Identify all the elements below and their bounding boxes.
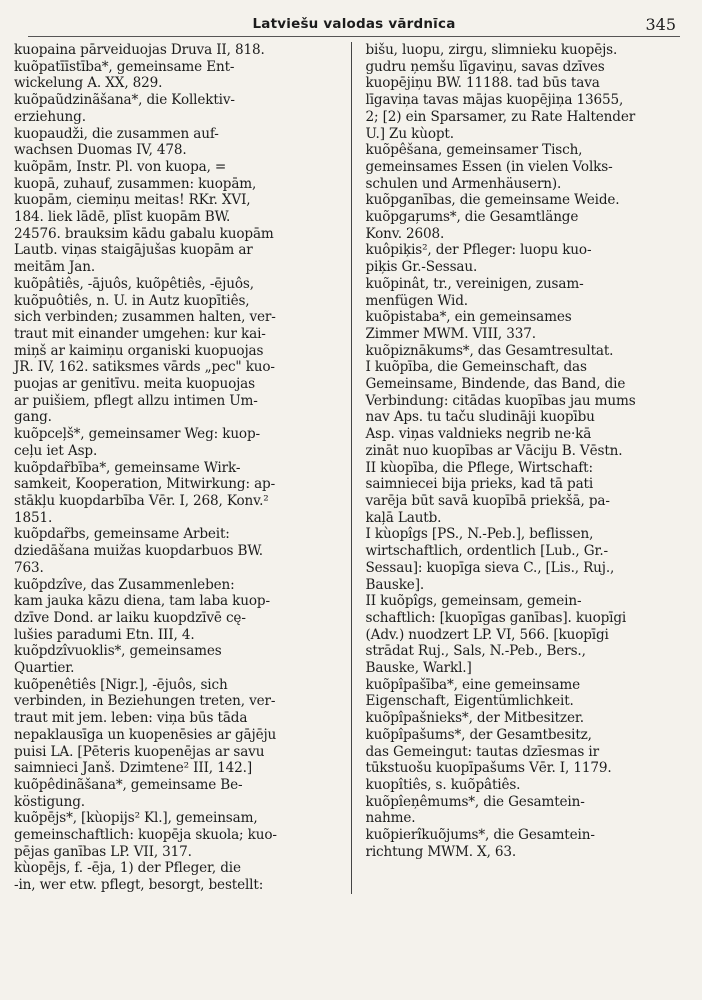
dictionary-line: saimnieci Janš. Dzimtene² III, 142.] [14,760,252,777]
dictionary-line: 1851. [14,509,53,526]
dictionary-line: nepaklausīga un kuopenēsies ar gājēju [14,726,277,743]
dictionary-line: 184. liek lādē, plīst kuopām BW. [14,209,231,226]
dictionary-line: kuopaina pārveiduojas Druva II, 818. [14,42,265,58]
dictionary-line: U.] Zu kùopt. [365,125,454,142]
dictionary-line: kuopējiņu BW. 11188. tad būs tava [365,75,600,92]
running-title: Latviešu valodas vārdnīca [252,16,456,32]
dictionary-line: I kuõpība, die Gemeinschaft, das [365,359,587,376]
dictionary-line: saimniecei bija prieks, kad tā pati [365,476,594,493]
dictionary-line: menfügen Wid. [365,292,468,309]
dictionary-line: gemeinsames Essen (in vielen Volks- [365,158,613,175]
dictionary-line: meitām Jan. [14,259,96,276]
dictionary-line: Verbindung: citādas kuopības jau mums [365,392,636,409]
dictionary-line: miņš ar kaimiņu organiski kuopuojas [14,342,264,359]
dictionary-line: kuõpîpašnieks*, der Mitbesitzer. [365,710,584,727]
page-header [28,14,680,37]
dictionary-line: strādat Ruj., Sals, N.-Peb., Bers., [365,643,586,660]
dictionary-line: varēja būt savā kuopībā priekšā, pa- [365,492,610,509]
dictionary-line: II kùopība, die Pflege, Wirtschaft: [365,459,593,476]
dictionary-line: lušies paradumi Etn. III, 4. [14,626,195,643]
dictionary-line: Lautb. viņas staigājušas kuopām ar [14,242,253,259]
dictionary-line: -in, wer etw. pflegt, besorgt, bestellt: [14,877,264,894]
dictionary-line: kuõpêšana, gemeinsamer Tisch, [365,142,583,159]
dictionary-line: erziehung. [14,108,86,125]
dictionary-line: nahme. [365,810,416,827]
dictionary-line: kuõpuôtiês, n. U. in Autz kuopītiês, [14,292,250,309]
dictionary-line: kuõpinât, tr., vereinigen, zusam- [365,275,584,292]
dictionary-line: traut mit jem. leben: viņa būs tāda [14,710,248,727]
dictionary-line: wirtschaftlich, ordentlich [Lub., Gr.- [365,543,608,560]
dictionary-line: 763. [14,559,44,576]
dictionary-line: kuõpatīīstība*, gemeinsame Ent- [14,58,235,75]
dictionary-line: kuõpenêtiês [Nigr.], -ējuôs, sich [14,676,228,693]
dictionary-line: stākļu kuopdarbība Vēr. I, 268, Konv.² [14,492,269,509]
dictionary-line: das Gemeingut: tautas dzīesmas ir [365,743,599,760]
dictionary-line: zināt nuo kuopības ar Vāciju B. Vēstn. [365,442,623,459]
dictionary-columns [14,42,694,894]
dictionary-line: Bauske]. [365,576,425,593]
dictionary-line: Zimmer MWM. VIII, 337. [365,325,536,342]
page-number: 345 [645,15,676,34]
dictionary-line: kuõpiznākums*, das Gesamtresultat. [365,342,614,359]
dictionary-line: puisi LA. [Pēteris kuopenējas ar savu [14,743,265,760]
dictionary-line: pējas ganības LP. VII, 317. [14,843,192,860]
dictionary-line: schaftlich: [kuopīgas ganības]. kuopīgi [365,609,627,626]
dictionary-line: Quartier. [14,660,75,677]
dictionary-line: kùopējs, f. -ēja, 1) der Pfleger, die [14,860,241,877]
dictionary-line: gemeinschaftlich: kuopēja skuola; kuo- [14,827,277,844]
dictionary-line: Gemeinsame, Bindende, das Band, die [365,376,626,393]
dictionary-line: Asp. viņas valdnieks negrib ne·kā [365,426,592,443]
dictionary-line: ceļu iet Asp. [14,442,98,459]
dictionary-line: kuõpîeņêmums*, die Gesamtein- [365,793,585,810]
dictionary-line: kaļā Lautb. [365,509,442,526]
dictionary-line: ar puišiem, pflegt allzu intimen Um- [14,392,258,409]
dictionary-line: kuopaudži, die zusammen auf- [14,125,219,142]
dictionary-line: kuõpdzîve, das Zusammenleben: [14,576,235,593]
dictionary-line: dziedāšana muižas kuopdarbuos BW. [14,543,263,560]
dictionary-line: kuopîtiês, s. kuõpâtiês. [365,776,521,793]
dictionary-line: verbinden, in Beziehungen treten, ver- [14,693,276,710]
dictionary-line: kuõpêdinãšana*, gemeinsame Be- [14,776,243,793]
dictionary-line: sich verbinden; zusammen halten, ver- [14,309,276,326]
dictionary-line: kuõpām, Instr. Pl. von kuopa, = [14,158,227,175]
dictionary-line: I kùopîgs [PS., N.-Peb.], beflissen, [365,526,594,543]
dictionary-line: schulen und Armenhäusern). [365,175,562,192]
dictionary-line: kuõpgaŗums*, die Gesamtlänge [365,209,579,226]
dictionary-line: nav Aps. tu taču sludināji kuopību [365,409,595,426]
dictionary-line: kuõpdzîvuoklis*, gemeinsames [14,643,222,660]
dictionary-line: Konv. 2608. [365,225,445,242]
dictionary-line: puojas ar genitīvu. meita kuopuojas [14,376,255,393]
dictionary-line: kuõpîpašums*, der Gesamtbesitz, [365,726,592,743]
dictionary-line: II kuõpîgs, gemeinsam, gemein- [365,593,582,610]
dictionary-line: kuõpierîkuõjums*, die Gesamtein- [365,827,595,844]
dictionary-line: wickelung A. XX, 829. [14,75,163,92]
dictionary-line: kuôpiķis², der Pfleger: luopu kuo- [365,242,592,259]
dictionary-line: gudru ņemšu līgaviņu, savas dzīves [365,58,605,75]
dictionary-line: richtung MWM. X, 63. [365,843,517,860]
dictionary-line: kuõpîpašība*, eine gemeinsame [365,676,581,693]
dictionary-line: kuõpganības, die gemeinsame Weide. [365,192,620,209]
dictionary-line: 24576. brauksim kādu gabalu kuopām [14,225,274,242]
dictionary-line: kuopām, ciemiņu meitas! RKr. XVI, [14,192,251,209]
dictionary-line: dzīve Dond. ar laiku kuopdzīvē cę- [14,609,246,626]
dictionary-line: Bauske, Warkl.] [365,660,472,677]
dictionary-line: Sessau]: kuopīga sieva C., [Lis., Ruj., [365,559,615,576]
right-column [351,42,695,894]
dictionary-line: kuõpâtiês, -ājuôs, kuõpêtiês, -ējuôs, [14,275,254,292]
dictionary-line: kuõpceļš*, gemeinsamer Weg: kuop- [14,426,260,443]
dictionary-line: kuõpistaba*, ein gemeinsames [365,309,572,326]
dictionary-line: (Adv.) nuodzert LP. VI, 566. [kuopīgi [365,626,609,643]
left-column [14,42,345,894]
dictionary-line: tūkstuošu kuopīpašums Vēr. I, 1179. [365,760,612,777]
dictionary-line: traut mit einander umgehen: kur kai- [14,325,266,342]
dictionary-line: Eigenschaft, Eigentümlichkeit. [365,693,574,710]
dictionary-line: bišu, luopu, zirgu, slimnieku kuopējs. [365,42,618,58]
dictionary-line: samkeit, Kooperation, Mitwirkung: ap- [14,476,276,493]
dictionary-line: kuõpējs*, [kùopijs² Kl.], gemeinsam, [14,810,258,827]
dictionary-line: köstigung. [14,793,85,810]
dictionary-line: JR. IV, 162. satiksmes vārds „pec" kuo- [14,359,275,376]
dictionary-line: wachsen Duomas IV, 478. [14,142,187,159]
dictionary-line: kam jauka kāzu diena, tam laba kuop- [14,593,270,610]
dictionary-line: kuõpaũdzinãšana*, die Kollektiv- [14,92,235,109]
dictionary-line: kuõpdar̃bs, gemeinsame Arbeit: [14,526,230,543]
dictionary-line: gang. [14,409,52,426]
dictionary-line: piķis Gr.-Sessau. [365,259,478,276]
dictionary-line: līgaviņa tavas mājas kuopējiņa 13655, [365,92,624,109]
dictionary-line: 2; [2) ein Sparsamer, zu Rate Haltender [365,108,636,125]
dictionary-line: kuõpdar̃bība*, gemeinsame Wirk- [14,459,241,476]
dictionary-line: kuopā, zuhauf, zusammen: kuopām, [14,175,257,192]
